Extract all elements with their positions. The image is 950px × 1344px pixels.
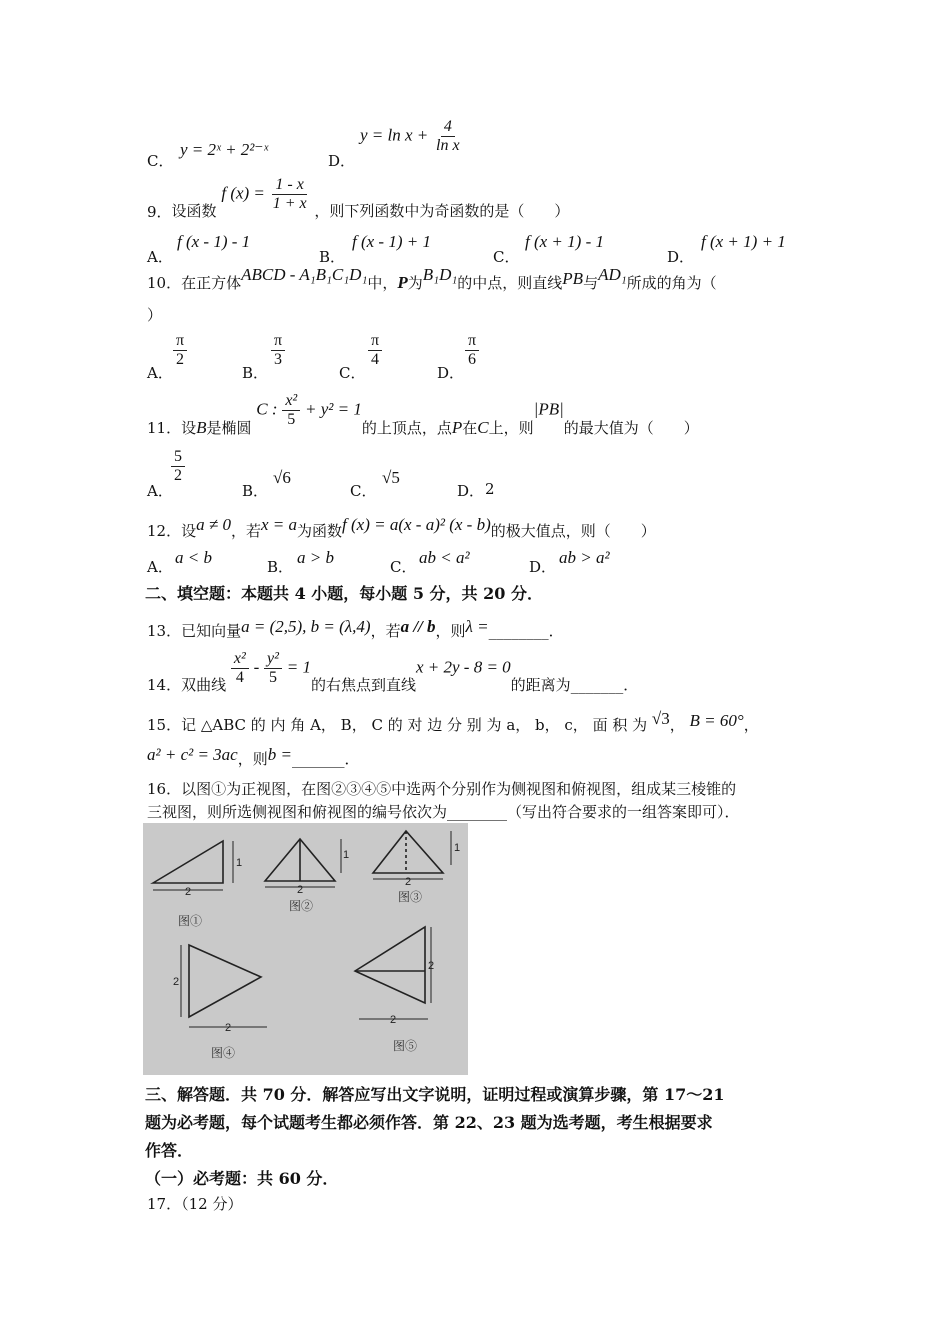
q11-ell-fraction: [282, 392, 300, 429]
q10-option-a-label: A．: [147, 364, 173, 382]
q15-number: 15．: [147, 716, 182, 734]
q14-minus: -: [253, 657, 260, 677]
section-3-line-3: 作答．: [145, 1141, 194, 1160]
q12-xa: x = a: [260, 515, 297, 534]
question-12: [147, 515, 656, 541]
q15-comma2: ，: [743, 716, 759, 734]
q15-eq: a² + c² = 3ac: [147, 745, 238, 764]
q12-option-d-expr: ab > a²: [559, 548, 610, 567]
q11-t5: 上，则: [488, 418, 534, 437]
question-13: [147, 617, 564, 641]
q10-t3: 为: [407, 274, 423, 292]
q9-option-b-expr: f (x - 1) + 1: [352, 232, 431, 251]
question-11: [147, 392, 699, 437]
q10-option-c-frac: [368, 332, 382, 369]
q13-blank: ________．: [488, 622, 564, 640]
q12-option-c-label: C．: [390, 558, 417, 576]
q13-t2: ，若: [370, 622, 401, 640]
fig3-caption: 图③: [398, 890, 423, 904]
q9-option-d-label: D．: [667, 248, 695, 266]
q11-t1: 设: [181, 418, 197, 437]
q11-option-d: 2: [485, 480, 495, 498]
q11-number: 11．: [147, 418, 182, 437]
three-view-figure: [143, 823, 468, 1075]
q14-blank: _______．: [570, 675, 639, 694]
q10-option-d-num: π: [465, 332, 479, 351]
q11-ell-num: x²: [282, 392, 300, 411]
q10-option-c-den: 4: [371, 351, 380, 368]
question-17: 17．（12 分）: [147, 1195, 243, 1213]
q8-option-d-label: D．: [328, 152, 356, 170]
q11-t2: 是椭圆: [206, 418, 252, 437]
q9-option-c-expr: f (x + 1) - 1: [525, 232, 604, 251]
q9-option-d-expr: f (x + 1) + 1: [701, 232, 786, 251]
q10-t2: 中，: [367, 274, 398, 292]
q14-t2: 的右焦点到直线: [310, 675, 416, 694]
section-3-line-1: 三、解答题．共 70 分．解答应写出文字说明，证明过程或演算步骤，第 17～21: [145, 1085, 725, 1104]
q10-option-b-den: 3: [274, 351, 283, 368]
q11-option-a-label: A．: [147, 482, 173, 500]
q11-option-a-den: 2: [174, 467, 182, 484]
q10-option-b-frac: [271, 332, 285, 369]
q15-blank: _______．: [291, 750, 360, 768]
q10-t7: ）: [147, 306, 163, 324]
q10-t5: 与: [583, 274, 599, 292]
q14-line: x + 2y - 8 = 0: [415, 657, 511, 677]
q11-t3: 的上顶点，点: [361, 418, 452, 437]
q11-option-a-frac: [171, 448, 185, 485]
fig3-triangle: [373, 831, 443, 873]
q15-area: √3: [651, 709, 670, 728]
q11-t4: 在: [462, 418, 478, 437]
fig2-width-label: 2: [297, 884, 304, 896]
question-10: [147, 265, 717, 293]
fig5-triangle: [355, 927, 425, 1003]
q13-par: a // b: [400, 617, 436, 636]
fig1-width-label: 2: [185, 886, 192, 898]
q14-rhs: = 1: [286, 657, 311, 677]
section-3-line-2: 题为必考题，每个试题考生都必须作答．第 22、23 题为选考题，考生根据要求: [145, 1113, 713, 1132]
q9-text-pre: 设函数: [171, 201, 217, 220]
q8-option-c-label: C．: [147, 152, 174, 170]
q10-option-d-den: 6: [468, 351, 477, 368]
q10-t6: 所成的角为（: [626, 274, 717, 292]
q14-frac-1: [231, 650, 249, 687]
q10-option-c-label: C．: [339, 364, 366, 382]
section-3-subheading: （一）必考题：共 60 分．: [145, 1169, 339, 1188]
question-9: [147, 176, 570, 221]
q14-t3: 的距离为: [510, 675, 571, 694]
q10-option-d-label: D．: [437, 364, 465, 382]
q10-options: [147, 332, 747, 382]
three-view-figure-svg: [143, 823, 468, 1075]
fig1-height-label: 1: [236, 857, 243, 869]
q9-option-a-label: A．: [147, 248, 173, 266]
q12-option-a-label: A．: [147, 558, 173, 576]
q10-option-c-num: π: [368, 332, 382, 351]
q11-ell-den: 5: [287, 411, 296, 428]
q11-c: C: [477, 417, 489, 437]
q11-b: B: [196, 417, 207, 437]
q12-t2: ，若: [230, 522, 261, 540]
q14-d2: 5: [268, 669, 277, 686]
q12-option-d-label: D．: [529, 558, 557, 576]
q15-comma: ，: [669, 716, 685, 734]
q9-number: 9．: [147, 203, 172, 221]
q16-line1: 以图①为正视图，在图②③④⑤中选两个分别作为侧视图和俯视图，组成某三棱锥的: [181, 780, 737, 798]
q12-option-a-expr: a < b: [175, 548, 212, 567]
q13-vec: a = (2,5), b = (λ,4): [241, 617, 371, 636]
fig4-width-label: 2: [225, 1022, 232, 1034]
fig3-width-label: 2: [405, 876, 412, 888]
q9-f-den: 1 + x: [272, 195, 307, 212]
fig4-height-label: 2: [173, 976, 180, 988]
q16-number: 16．: [147, 780, 182, 798]
fig5-width-label: 2: [390, 1014, 397, 1026]
section-2-heading: 二、填空题：本题共 4 小题，每小题 5 分，共 20 分．: [145, 584, 543, 603]
q13-t1: 已知向量: [181, 622, 242, 640]
q10-option-a-num: π: [173, 332, 187, 351]
q11-option-b-label: B．: [242, 482, 269, 500]
q9-option-a-expr: f (x - 1) - 1: [177, 232, 251, 251]
q11-options: [147, 448, 747, 498]
q10-cube: ABCD - A₁B₁C₁D₁: [241, 265, 368, 284]
fig4-caption: 图④: [211, 1046, 236, 1060]
q12-t3: 为函数: [297, 522, 343, 540]
q10-t1: 在正方体: [181, 274, 242, 292]
q13-lam: λ =: [465, 617, 489, 636]
q11-option-b: √6: [273, 468, 291, 487]
q10-pb: PB: [562, 269, 584, 288]
q9-f-fraction: [270, 176, 310, 213]
q13-t3: ，则: [435, 622, 466, 640]
q9-f-num: 1 - x: [272, 176, 306, 195]
q10-number: 10．: [147, 274, 182, 292]
q11-option-c-label: C．: [350, 482, 377, 500]
q15-b: b =: [267, 745, 292, 764]
q8-option-d-num: 4: [441, 118, 455, 137]
q12-func: f (x) = a(x - a)² (x - b): [342, 515, 491, 534]
fig3-height-label: 1: [454, 842, 461, 854]
fig2-height-label: 1: [343, 849, 350, 861]
q14-t1: 双曲线: [181, 675, 227, 694]
q9-text-post: ，则下列函数中为奇函数的是（ ）: [314, 201, 570, 220]
q11-ell-lhs: C :: [256, 399, 278, 419]
q10-seg: B₁D₁: [422, 265, 458, 284]
q12-t4: 的极大值点，则（ ）: [490, 522, 656, 540]
q14-d1: 4: [235, 669, 244, 686]
q8-option-d-lhs: y = ln x +: [360, 125, 429, 145]
q15-t2: ，则: [237, 750, 268, 768]
q10-option-a-frac: [173, 332, 187, 369]
q9-option-c-label: C．: [493, 248, 520, 266]
q12-t1: 设: [181, 522, 197, 540]
q11-t6: 的最大值为（ ）: [563, 418, 699, 437]
question-16-line-1: [147, 778, 736, 799]
q13-number: 13．: [147, 622, 182, 640]
fig5-height-label: 2: [428, 960, 435, 972]
q11-ell-rhs: + y² = 1: [305, 399, 362, 419]
q11-p: P: [451, 417, 463, 437]
fig1-caption: 图①: [178, 914, 203, 928]
q9-f-lhs: f (x) =: [221, 183, 265, 203]
q12-cond: a ≠ 0: [196, 515, 231, 534]
fig4-triangle: [189, 945, 261, 1017]
q12-option-b-expr: a > b: [297, 548, 334, 567]
q11-option-a-num: 5: [171, 448, 185, 467]
q8-option-d-fraction: [433, 118, 463, 155]
q14-frac-2: [264, 650, 282, 687]
q11-option-c: √5: [382, 468, 400, 487]
q8-option-d-formula: [360, 118, 463, 155]
q10-option-b-num: π: [271, 332, 285, 351]
q8-option-c-formula: y = 2ˣ + 2²⁻ˣ: [180, 140, 269, 159]
fig2-caption: 图②: [289, 899, 314, 913]
fig1-triangle: [153, 841, 223, 883]
fig5-caption: 图⑤: [393, 1039, 418, 1053]
q12-options: [147, 548, 747, 578]
q14-n2: y²: [264, 650, 282, 669]
q9-option-b-label: B．: [319, 248, 346, 266]
q12-option-b-label: B．: [267, 558, 294, 576]
q12-number: 12．: [147, 522, 182, 540]
q15-line1: 记 △ABC 的 内 角 A， B， C 的 对 边 分 别 为 a， b， c， 面 积 为: [181, 716, 648, 734]
q10-t4: 的中点，则直线: [457, 274, 563, 292]
question-15-line-2: [147, 745, 360, 769]
q10-option-d-frac: [465, 332, 479, 369]
q10-option-a-den: 2: [176, 351, 185, 368]
q15-angle: B = 60°: [689, 711, 744, 730]
q8-option-d-den: ln x: [436, 137, 460, 154]
q10-option-b-label: B．: [242, 364, 269, 382]
question-15-line-1: [147, 709, 759, 735]
question-14: [147, 650, 639, 694]
q11-pb: |PB|: [533, 399, 564, 419]
q10-p: P: [397, 273, 408, 292]
q12-option-c-expr: ab < a²: [419, 548, 470, 567]
q14-n1: x²: [231, 650, 249, 669]
q10-ad: AD₁: [598, 265, 627, 284]
q11-option-d-label: D．: [457, 482, 485, 500]
q14-number: 14．: [147, 675, 182, 694]
q16-line2: 三视图，则所选侧视图和俯视图的编号依次为________（写出符合要求的一组答案即可）．: [147, 803, 740, 821]
